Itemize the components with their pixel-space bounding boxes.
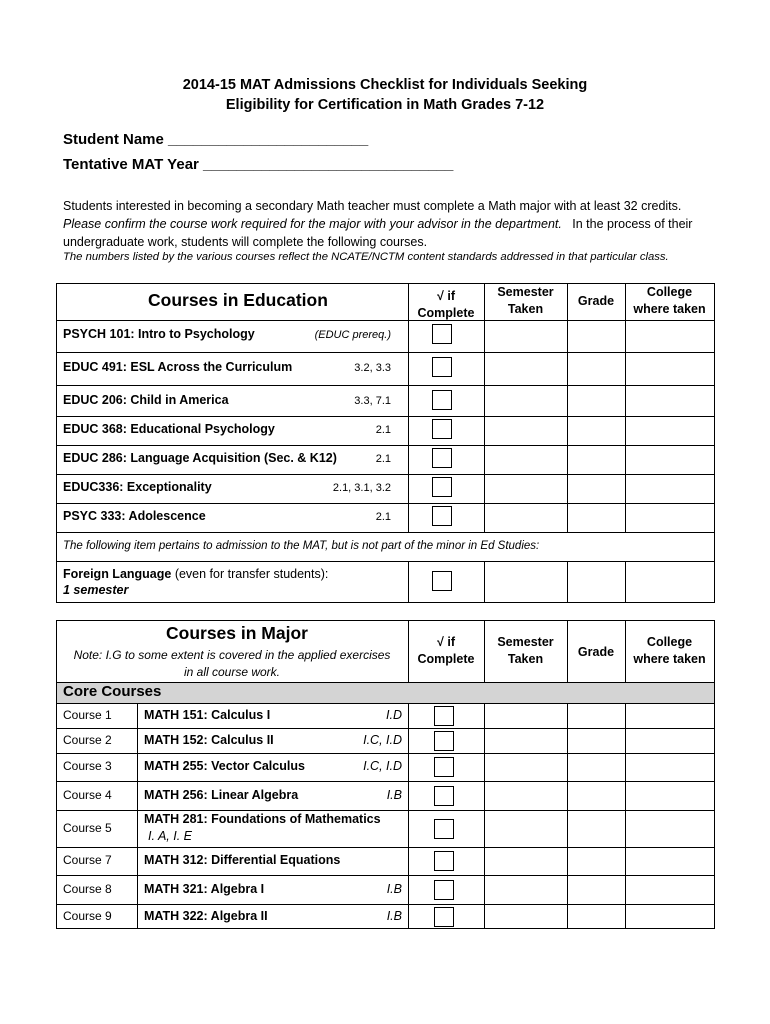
foreign-language-label	[63, 567, 328, 581]
row-line	[56, 445, 715, 446]
major-semester-header-l1: Semester	[497, 635, 554, 649]
document-title-line-2: Eligibility for Certification in Math Grades 7-12	[225, 97, 545, 113]
major-course-checkbox[interactable]	[434, 880, 454, 900]
intro-line-1: Students interested in becoming a secondary Math teacher must complete a Math major with at least 32 credits.	[63, 199, 682, 213]
education-course-name: EDUC 491: ESL Across the Curriculum	[63, 360, 293, 374]
education-course-name: EDUC 206: Child in America	[63, 393, 229, 407]
foreign-language-bold: Foreign Language	[63, 567, 172, 581]
course-complete-checkbox[interactable]	[432, 324, 452, 344]
semester-header-l2: Taken	[507, 302, 544, 316]
major-semester-header-l2: Taken	[507, 652, 544, 666]
row-line	[56, 503, 715, 504]
major-course-standards: I. A, I. E	[148, 829, 192, 843]
major-course-standards: I.D	[386, 707, 402, 722]
semester-header	[484, 284, 567, 318]
complete-header	[408, 288, 484, 322]
mat-year-field[interactable]: Tentative MAT Year ______________________________	[63, 156, 454, 173]
major-college-header-l1: College	[646, 635, 693, 649]
education-course-name: PSYC 333: Adolescence	[63, 509, 206, 523]
col-line	[625, 283, 626, 532]
col-line	[408, 703, 409, 929]
major-college-header	[625, 634, 714, 668]
intro-paragraph	[63, 197, 723, 251]
course-number: Course 4	[63, 787, 112, 802]
major-note-line-2: in all course work.	[183, 665, 281, 679]
education-course-standards: 2.1	[375, 424, 391, 436]
course-number: Course 7	[63, 853, 112, 867]
col-line	[625, 703, 626, 929]
col-line	[625, 561, 626, 603]
row-line	[56, 385, 715, 386]
course-number: Course 8	[63, 881, 112, 896]
row-line	[56, 561, 715, 562]
major-course-checkbox[interactable]	[434, 786, 454, 806]
foreign-language-requirement: 1 semester	[63, 583, 129, 597]
col-line	[625, 620, 626, 683]
course-complete-checkbox[interactable]	[432, 448, 452, 468]
complete-header-l2: Complete	[417, 306, 475, 320]
major-course-name: MATH 322: Algebra II	[144, 908, 268, 923]
major-complete-header	[408, 634, 484, 668]
major-grade-header: Grade	[577, 645, 615, 659]
major-college-header-l2: where taken	[633, 652, 706, 666]
major-course-checkbox[interactable]	[434, 851, 454, 871]
document-title-line-1: 2014-15 MAT Admissions Checklist for Individuals Seeking	[182, 77, 588, 93]
major-course-name: MATH 312: Differential Equations	[144, 853, 341, 867]
education-course-standards: 2.1	[375, 453, 391, 465]
row-line	[56, 810, 715, 811]
education-course-standards: (EDUC prereq.)	[314, 329, 391, 341]
education-course-name: EDUC336: Exceptionality	[63, 480, 212, 494]
course-number: Course 9	[63, 908, 112, 923]
standards-note: The numbers listed by the various courses reflect the NCATE/NCTM content standards addressed in that particular class.	[63, 251, 669, 263]
col-line	[408, 283, 409, 532]
course-number: Course 2	[63, 732, 112, 747]
row-line	[56, 728, 715, 729]
col-line	[408, 620, 409, 683]
col-line	[567, 703, 568, 929]
foreign-language-checkbox[interactable]	[432, 571, 452, 591]
row-line	[56, 781, 715, 782]
col-line	[408, 561, 409, 603]
course-complete-checkbox[interactable]	[432, 477, 452, 497]
education-course-standards: 3.2, 3.3	[354, 362, 391, 374]
education-course-name: PSYCH 101: Intro to Psychology	[63, 327, 255, 341]
row-line	[56, 875, 715, 876]
major-semester-header	[484, 634, 567, 668]
major-course-standards: I.C, I.D	[363, 759, 402, 773]
row-line	[56, 532, 715, 533]
grade-header: Grade	[577, 294, 615, 308]
course-number: Course 3	[63, 759, 112, 773]
row-line	[56, 320, 715, 321]
col-line	[567, 620, 568, 683]
education-course-name: EDUC 368: Educational Psychology	[63, 422, 275, 436]
course-complete-checkbox[interactable]	[432, 390, 452, 410]
row-line	[56, 474, 715, 475]
major-course-name: MATH 152: Calculus II	[144, 732, 274, 747]
major-course-checkbox[interactable]	[434, 731, 454, 751]
row-line	[56, 703, 715, 704]
major-course-checkbox[interactable]	[434, 706, 454, 726]
course-number: Course 5	[63, 820, 112, 835]
course-complete-checkbox[interactable]	[432, 357, 452, 377]
mat-admission-note: The following item pertains to admission to the MAT, but is not part of the minor in Ed Studies:	[63, 540, 540, 552]
row-line	[56, 847, 715, 848]
major-course-standards: I.C, I.D	[363, 732, 402, 747]
college-header-l1: College	[646, 285, 693, 299]
major-course-name: MATH 151: Calculus I	[144, 707, 271, 722]
major-course-name: MATH 255: Vector Calculus	[144, 759, 305, 773]
foreign-language-rest: (even for transfer students):	[171, 567, 329, 581]
row-line	[56, 416, 715, 417]
major-complete-header-l1: √ if	[437, 635, 455, 649]
row-line	[56, 753, 715, 754]
college-header-l2: where taken	[633, 302, 706, 316]
major-course-checkbox[interactable]	[434, 907, 454, 927]
education-section-title: Courses in Education	[148, 290, 328, 310]
student-name-field[interactable]: Student Name ________________________	[63, 131, 369, 148]
major-complete-header-l2: Complete	[417, 652, 475, 666]
intro-line-2-italic: Please confirm the course work required for the major with your advisor in the department.	[63, 217, 562, 231]
course-complete-checkbox[interactable]	[432, 419, 452, 439]
education-course-name: EDUC 286: Language Acquisition (Sec. & K12)	[63, 451, 337, 465]
college-header	[625, 284, 714, 318]
row-line	[56, 352, 715, 353]
core-courses-label: Core Courses	[63, 683, 162, 700]
education-course-standards: 3.3, 7.1	[354, 395, 391, 407]
col-line	[567, 283, 568, 532]
col-line	[484, 703, 485, 929]
major-course-standards: I.B	[386, 908, 402, 923]
col-line	[567, 561, 568, 603]
major-course-name: MATH 321: Algebra I	[144, 881, 265, 896]
major-course-standards: I.B	[386, 787, 402, 802]
semester-header-l1: Semester	[497, 285, 554, 299]
major-course-standards: I.B	[386, 881, 402, 896]
col-line	[484, 283, 485, 532]
col-line	[137, 703, 138, 929]
row-line	[56, 904, 715, 905]
major-course-checkbox[interactable]	[434, 757, 454, 777]
course-number: Course 1	[63, 707, 112, 722]
intro-line-2-rest: In the process of their	[572, 217, 693, 231]
education-course-standards: 2.1	[375, 511, 391, 523]
complete-header-l1: √ if	[437, 289, 455, 303]
col-line	[484, 561, 485, 603]
major-course-name: MATH 281: Foundations of Mathematics	[144, 812, 381, 826]
major-course-checkbox[interactable]	[434, 819, 454, 839]
major-course-name: MATH 256: Linear Algebra	[144, 787, 299, 802]
education-course-standards: 2.1, 3.1, 3.2	[332, 482, 391, 494]
col-line	[484, 620, 485, 683]
major-section-title: Courses in Major	[166, 623, 308, 643]
intro-line-2	[63, 215, 723, 233]
major-note-line-1: Note: I.G to some extent is covered in the applied exercises	[73, 648, 391, 662]
intro-line-3: undergraduate work, students will complete the following courses.	[63, 235, 428, 249]
course-complete-checkbox[interactable]	[432, 506, 452, 526]
